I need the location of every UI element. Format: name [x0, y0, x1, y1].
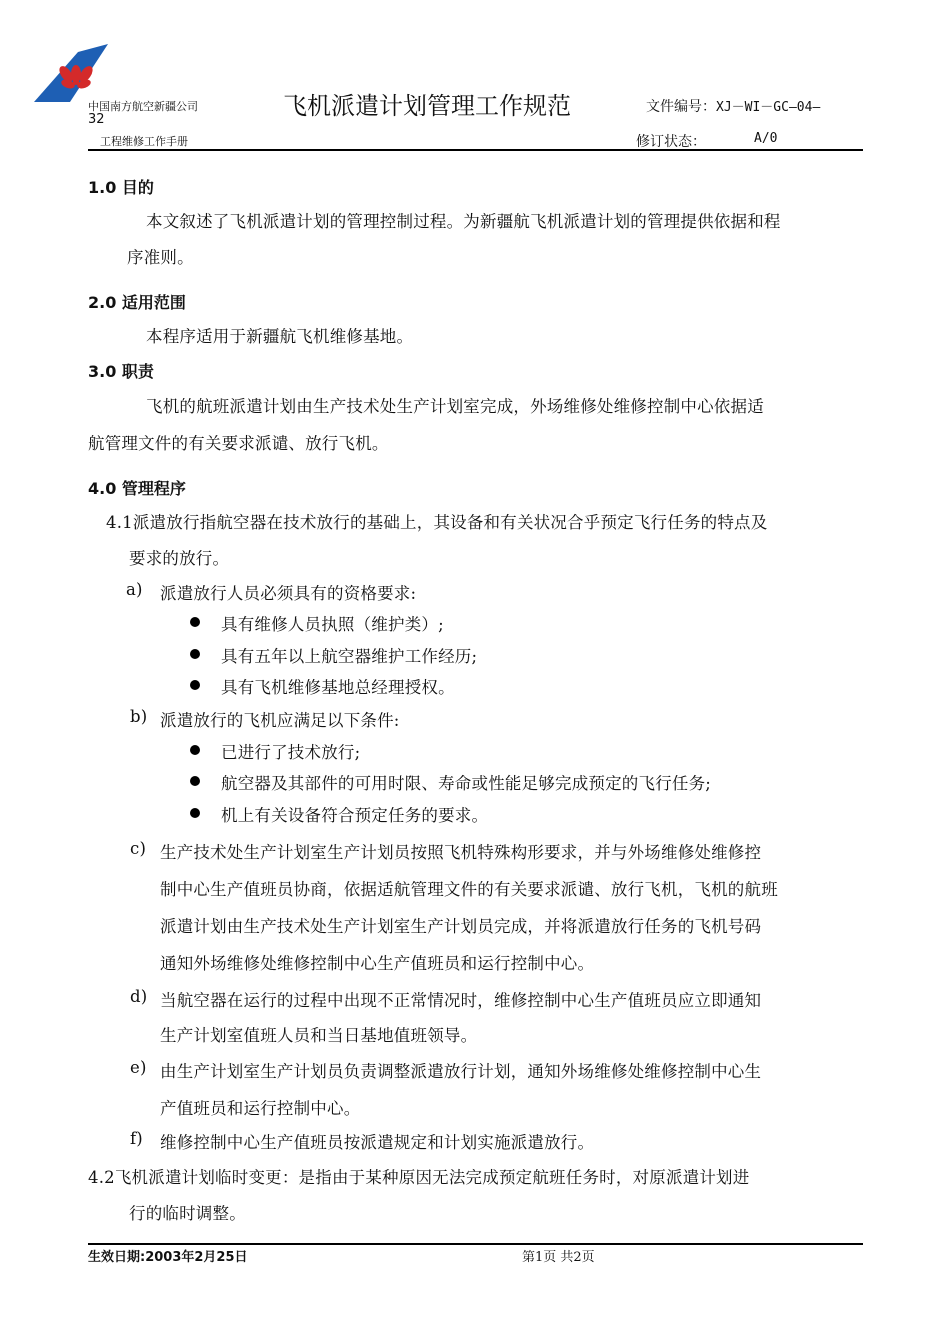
section-3-line-2: 航管理文件的有关要求派谴、放行飞机。: [88, 434, 389, 453]
item-a-bullet-3: 具有飞机维修基地总经理授权。: [221, 678, 455, 697]
section-4-heading: 4.0 管理程序: [88, 479, 186, 498]
item-d-label: d): [130, 987, 148, 1006]
item-b-label: b): [130, 707, 148, 726]
item-b-bullet-1: 已进行了技术放行;: [221, 743, 361, 762]
manual-name: 工程维修工作手册: [100, 135, 188, 148]
item-f-text: 维修控制中心生产值班员按派遣规定和计划实施派遣放行。: [160, 1133, 595, 1152]
document-number: [646, 96, 820, 116]
header-fragment: 32: [88, 112, 105, 127]
item-4-2-line-2: 行的临时调整。: [129, 1204, 246, 1223]
item-a-bullet-1: 具有维修人员执照（维护类）;: [221, 615, 444, 634]
bullet-icon: [190, 617, 200, 627]
section-2-heading: 2.0 适用范围: [88, 293, 186, 312]
item-c-line-2: 制中心生产值班员协商，依据适航管理文件的有关要求派谴、放行飞机，飞机的航班: [160, 880, 778, 899]
item-4-1-line-1: 4.1派遣放行指航空器在技术放行的基础上，其设备和有关状况合乎预定飞行任务的特点及: [106, 513, 768, 532]
item-c-line-4: 通知外场维修处维修控制中心生产值班员和运行控制中心。: [160, 954, 595, 973]
item-c-line-1: 生产技术处生产计划室生产计划员按照飞机特殊构形要求，并与外场维修处维修控: [160, 843, 762, 862]
section-1-line-1: 本文叙述了飞机派遣计划的管理控制过程。为新疆航飞机派遣计划的管理提供依据和程: [146, 212, 781, 231]
bullet-icon: [190, 649, 200, 659]
section-1-line-2: 序准则。: [127, 248, 194, 267]
item-b-bullet-3: 机上有关设备符合预定任务的要求。: [221, 806, 489, 825]
document-number-label: 文件编号：: [646, 99, 716, 115]
item-e-line-2: 产值班员和运行控制中心。: [160, 1099, 361, 1118]
header-divider: [88, 149, 863, 151]
section-3-heading: 3.0 职责: [88, 362, 154, 381]
bullet-icon: [190, 680, 200, 690]
revision-value: A/0: [754, 131, 778, 146]
section-2-line-1: 本程序适用于新疆航飞机维修基地。: [146, 327, 414, 346]
item-f-label: f): [130, 1129, 143, 1148]
revision-label: 修订状态：: [636, 134, 706, 150]
item-4-1-line-2: 要求的放行。: [129, 549, 230, 568]
item-b-bullet-2: 航空器及其部件的可用时限、寿命或性能足够完成预定的飞行任务;: [221, 774, 712, 793]
item-4-2-line-1: 4.2飞机派遣计划临时变更：是指由于某种原因无法完成预定航班任务时，对原派遣计划进: [88, 1168, 750, 1187]
item-b-text: 派遣放行的飞机应满足以下条件:: [160, 711, 400, 730]
item-d-line-1: 当航空器在运行的过程中出现不正常情况时，维修控制中心生产值班员应立即通知: [160, 991, 762, 1010]
page-info: 第1页 共2页: [522, 1250, 595, 1265]
item-e-line-1: 由生产计划室生产计划员负责调整派遣放行计划，通知外场维修处维修控制中心生: [160, 1062, 762, 1081]
item-a-label: a): [126, 580, 143, 599]
item-c-line-3: 派遣计划由生产技术处生产计划室生产计划员完成，并将派遣放行任务的飞机号码: [160, 917, 762, 936]
section-1-heading: 1.0 目的: [88, 178, 154, 197]
section-3-line-1: 飞机的航班派遣计划由生产技术处生产计划室完成，外场维修处维修控制中心依据适: [146, 397, 764, 416]
item-a-text: 派遣放行人员必须具有的资格要求:: [160, 584, 417, 603]
item-e-label: e): [130, 1058, 147, 1077]
bullet-icon: [190, 776, 200, 786]
bullet-icon: [190, 745, 200, 755]
item-a-bullet-2: 具有五年以上航空器维护工作经历;: [221, 647, 478, 666]
footer-divider: [88, 1243, 863, 1245]
document-number-value: XJ－WI－GC—04—: [716, 100, 821, 115]
item-c-label: c): [130, 839, 147, 858]
page-title: 飞机派遣计划管理工作规范: [283, 92, 571, 120]
bullet-icon: [190, 808, 200, 818]
company-name: 中国南方航空新疆公司: [88, 100, 198, 113]
effective-date: 生效日期:2003年2月25日: [88, 1250, 248, 1265]
item-d-line-2: 生产计划室值班人员和当日基地值班领导。: [160, 1026, 478, 1045]
